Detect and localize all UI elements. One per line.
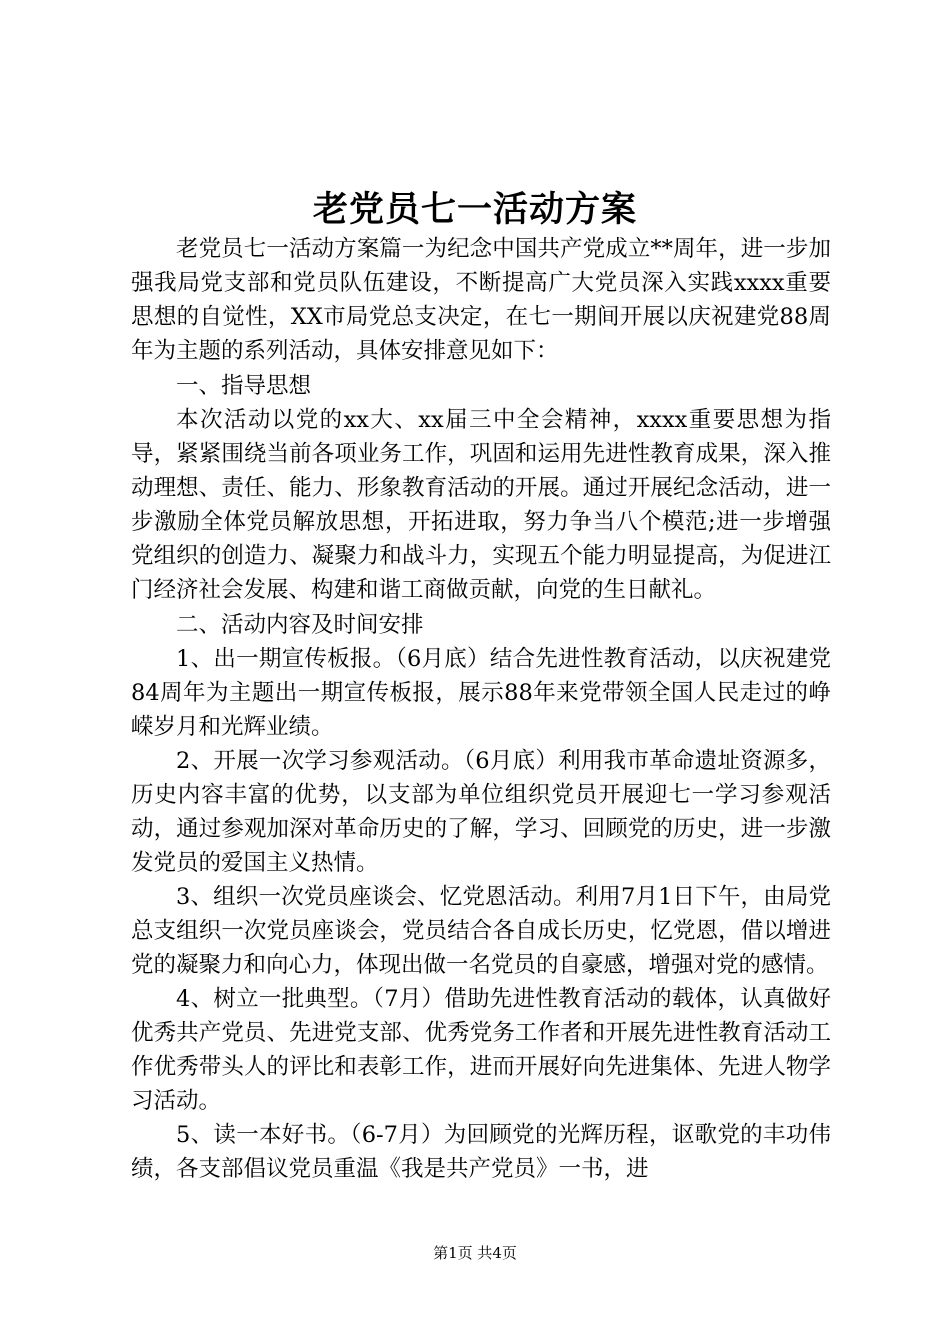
- document-title: 老党员七一活动方案: [312, 189, 637, 230]
- activity-item-3: 3、组织一次党员座谈会、忆党恩活动。利用7月1日下午，由局党总支组织一次党员座谈会，党员结合各自成长历史，忆党恩，借以增进党的凝聚力和向心力，体现出做一名党员的自豪感，增强对党的感情。: [131, 884, 831, 978]
- guiding-thought-paragraph: 本次活动以党的xx大、xx届三中全会精神，xxxx重要思想为指导，紧紧围绕当前各项业务工作，巩固和运用先进性教育成果，深入推动理想、责任、能力、形象教育活动的开展。通过开展纪念活动，进一步激励全体党员解放思想，开拓进取，努力争当八个模范;进一步增强党组织的创造力、凝聚力和战斗力，实现五个能力明显提高，为促进江门经济社会发展、构建和谐工商做贡献，向党的生日献礼。: [131, 407, 831, 603]
- activity-item-1: 1、出一期宣传板报。（6月底）结合先进性教育活动，以庆祝建党84周年为主题出一期宣传板报，展示88年来党带领全国人民走过的峥嵘岁月和光辉业绩。: [131, 646, 831, 740]
- activity-item-2: 2、开展一次学习参观活动。（6月底）利用我市革命遗址资源多，历史内容丰富的优势，以支部为单位组织党员开展迎七一学习参观活动，通过参观加深对革命历史的了解，学习、回顾党的历史，进一步激发党员的爱国主义热情。: [131, 748, 831, 876]
- section-heading-guiding-thought: 一、指导思想: [176, 373, 312, 399]
- document-body: [131, 232, 831, 1186]
- page-footer: 第1页 共4页: [433, 1244, 517, 1262]
- activity-item-4: 4、树立一批典型。（7月）借助先进性教育活动的载体，认真做好优秀共产党员、先进党支部、优秀党务工作者和开展先进性教育活动工作优秀带头人的评比和表彰工作，进而开展好向先进集体、先进人物学习活动。: [131, 986, 831, 1114]
- intro-paragraph: 老党员七一活动方案篇一为纪念中国共产党成立**周年，进一步加强我局党支部和党员队伍建设，不断提高广大党员深入实践xxxx重要思想的自觉性，XX市局党总支决定，在七一期间开展以庆祝建党88周年为主题的系列活动，具体安排意见如下：: [131, 236, 831, 364]
- section-heading-activities: 二、活动内容及时间安排: [176, 612, 424, 638]
- activity-item-5: 5、读一本好书。（6-7月）为回顾党的光辉历程，讴歌党的丰功伟绩，各支部倡议党员重温《我是共产党员》一书，进: [131, 1122, 831, 1182]
